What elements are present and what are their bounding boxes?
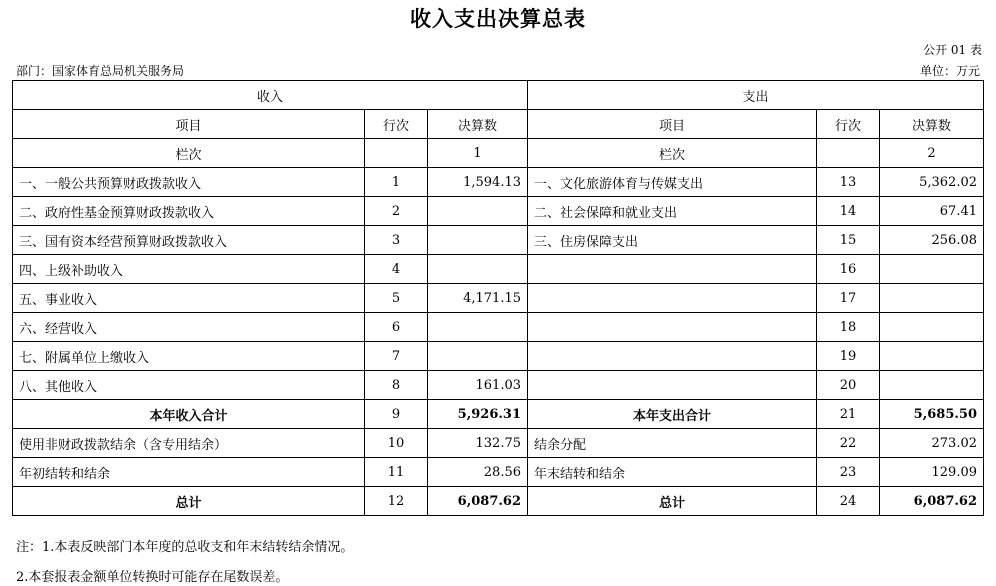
income-row-no: 12 bbox=[365, 487, 428, 516]
income-item: 使用非财政拨款结余（含专用结余） bbox=[13, 429, 365, 458]
income-amount: 28.56 bbox=[428, 458, 528, 487]
expense-item: 三、住房保障支出 bbox=[528, 226, 817, 255]
expense-section-header: 支出 bbox=[528, 81, 984, 110]
year-total-row bbox=[13, 400, 984, 429]
income-item: 一、一般公共预算财政拨款收入 bbox=[13, 168, 365, 197]
table-row bbox=[13, 168, 984, 197]
footnote-2: 2.本套报表金额单位转换时可能存在尾数误差。 bbox=[16, 570, 289, 585]
income-amount bbox=[428, 255, 528, 284]
expense-amount: 256.08 bbox=[880, 226, 984, 255]
unit-label: 单位：万元 bbox=[919, 64, 980, 78]
income-amount: 1,594.13 bbox=[428, 168, 528, 197]
expense-amount bbox=[880, 313, 984, 342]
section-header-row bbox=[13, 81, 984, 110]
expense-row-no: 13 bbox=[817, 168, 880, 197]
expense-item bbox=[528, 342, 817, 371]
income-amount: 132.75 bbox=[428, 429, 528, 458]
income-row-no: 7 bbox=[365, 342, 428, 371]
income-row-no: 8 bbox=[365, 371, 428, 400]
grand-total-row bbox=[13, 487, 984, 516]
income-item: 二、政府性基金预算财政拨款收入 bbox=[13, 197, 365, 226]
expense-amount bbox=[880, 342, 984, 371]
table-row bbox=[13, 342, 984, 371]
income-column-number: 1 bbox=[428, 139, 528, 168]
expense-grand-total-label: 总计 bbox=[528, 487, 817, 516]
expense-amount: 5,362.02 bbox=[880, 168, 984, 197]
income-row-no: 10 bbox=[365, 429, 428, 458]
expense-row-no: 18 bbox=[817, 313, 880, 342]
expense-row-no: 17 bbox=[817, 284, 880, 313]
expense-item-header: 项目 bbox=[528, 110, 817, 139]
expense-amount bbox=[880, 284, 984, 313]
expense-row-no: 14 bbox=[817, 197, 880, 226]
income-row-no-header: 行次 bbox=[365, 110, 428, 139]
income-item: 八、其他收入 bbox=[13, 371, 365, 400]
income-row-no: 2 bbox=[365, 197, 428, 226]
column-number-row bbox=[13, 139, 984, 168]
table-row bbox=[13, 458, 984, 487]
footnote-1: 注：1.本表反映部门本年度的总收支和年末结转结余情况。 bbox=[16, 540, 354, 555]
table-row bbox=[13, 313, 984, 342]
income-row-no: 5 bbox=[365, 284, 428, 313]
income-grand-total-amount: 6,087.62 bbox=[428, 487, 528, 516]
income-row-no: 6 bbox=[365, 313, 428, 342]
income-row-no: 11 bbox=[365, 458, 428, 487]
income-item: 五、事业收入 bbox=[13, 284, 365, 313]
expense-item: 年末结转和结余 bbox=[528, 458, 817, 487]
expense-amount: 67.41 bbox=[880, 197, 984, 226]
expense-row-no: 15 bbox=[817, 226, 880, 255]
table-row bbox=[13, 255, 984, 284]
income-column-label: 栏次 bbox=[13, 139, 365, 168]
income-section-header: 收入 bbox=[13, 81, 528, 110]
income-amount bbox=[428, 197, 528, 226]
expense-amount-header: 决算数 bbox=[880, 110, 984, 139]
expense-amount: 129.09 bbox=[880, 458, 984, 487]
income-row-no: 4 bbox=[365, 255, 428, 284]
income-total-amount: 5,926.31 bbox=[428, 400, 528, 429]
income-amount-header: 决算数 bbox=[428, 110, 528, 139]
table-row bbox=[13, 371, 984, 400]
table-row bbox=[13, 197, 984, 226]
income-expense-table bbox=[12, 80, 984, 516]
column-header-row bbox=[13, 110, 984, 139]
expense-row-no: 21 bbox=[817, 400, 880, 429]
expense-amount bbox=[880, 371, 984, 400]
table-row bbox=[13, 284, 984, 313]
income-amount bbox=[428, 226, 528, 255]
empty-cell bbox=[817, 139, 880, 168]
income-amount bbox=[428, 313, 528, 342]
income-item-header: 项目 bbox=[13, 110, 365, 139]
expense-row-no-header: 行次 bbox=[817, 110, 880, 139]
income-item: 七、附属单位上缴收入 bbox=[13, 342, 365, 371]
expense-item bbox=[528, 284, 817, 313]
expense-row-no: 22 bbox=[817, 429, 880, 458]
income-amount bbox=[428, 342, 528, 371]
expense-row-no: 20 bbox=[817, 371, 880, 400]
income-item: 三、国有资本经营预算财政拨款收入 bbox=[13, 226, 365, 255]
expense-row-no: 23 bbox=[817, 458, 880, 487]
income-row-no: 3 bbox=[365, 226, 428, 255]
expense-item bbox=[528, 313, 817, 342]
expense-row-no: 24 bbox=[817, 487, 880, 516]
income-grand-total-label: 总计 bbox=[13, 487, 365, 516]
income-item: 四、上级补助收入 bbox=[13, 255, 365, 284]
expense-item: 结余分配 bbox=[528, 429, 817, 458]
income-total-label: 本年收入合计 bbox=[13, 400, 365, 429]
expense-item bbox=[528, 371, 817, 400]
report-title: 收入支出决算总表 bbox=[410, 6, 586, 31]
table-row bbox=[13, 226, 984, 255]
expense-row-no: 16 bbox=[817, 255, 880, 284]
income-amount: 161.03 bbox=[428, 371, 528, 400]
expense-column-number: 2 bbox=[880, 139, 984, 168]
department-label: 部门：国家体育总局机关服务局 bbox=[16, 64, 185, 78]
income-row-no: 9 bbox=[365, 400, 428, 429]
expense-item bbox=[528, 255, 817, 284]
income-amount: 4,171.15 bbox=[428, 284, 528, 313]
expense-item: 二、社会保障和就业支出 bbox=[528, 197, 817, 226]
empty-cell bbox=[365, 139, 428, 168]
expense-item: 一、文化旅游体育与传媒支出 bbox=[528, 168, 817, 197]
form-number: 公开 01 表 bbox=[923, 43, 982, 57]
expense-grand-total-amount: 6,087.62 bbox=[880, 487, 984, 516]
expense-amount: 273.02 bbox=[880, 429, 984, 458]
expense-amount bbox=[880, 255, 984, 284]
expense-column-label: 栏次 bbox=[528, 139, 817, 168]
expense-row-no: 19 bbox=[817, 342, 880, 371]
income-row-no: 1 bbox=[365, 168, 428, 197]
income-item: 年初结转和结余 bbox=[13, 458, 365, 487]
table-row bbox=[13, 429, 984, 458]
expense-total-amount: 5,685.50 bbox=[880, 400, 984, 429]
expense-total-label: 本年支出合计 bbox=[528, 400, 817, 429]
income-item: 六、经营收入 bbox=[13, 313, 365, 342]
